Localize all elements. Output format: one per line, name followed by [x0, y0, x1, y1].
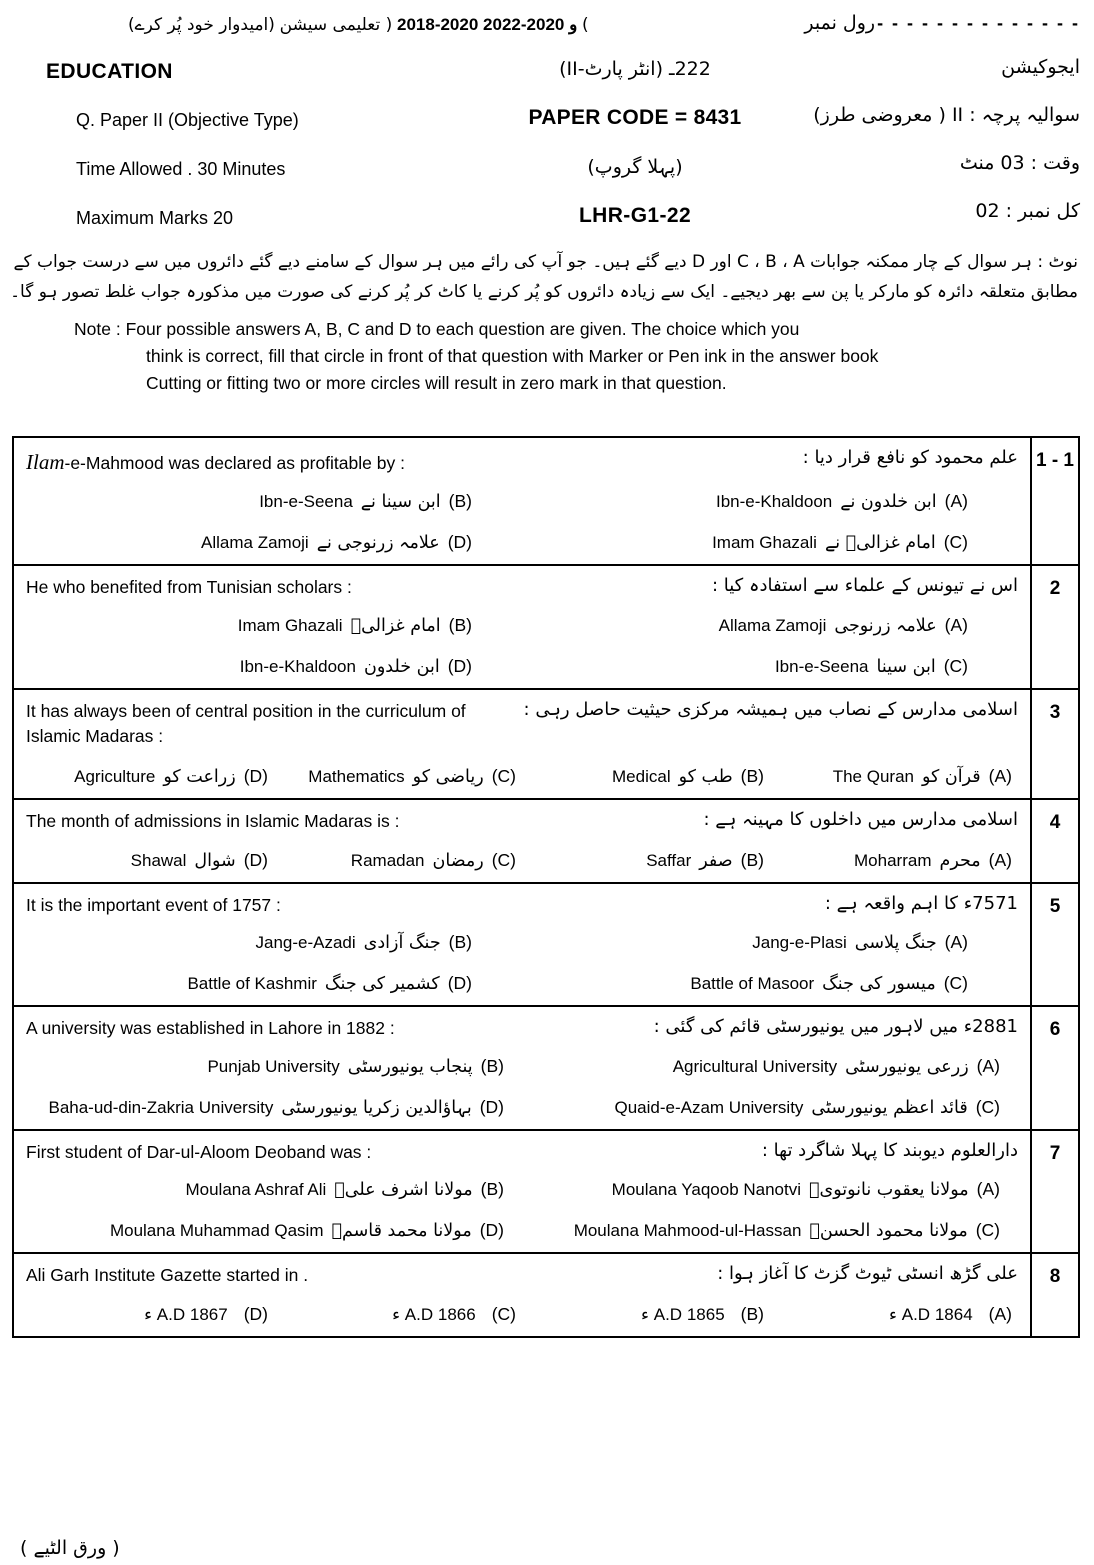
time-allowed-ur: وقت : 30 منٹ: [959, 152, 1080, 174]
question-stem-en: [26, 1263, 308, 1288]
roll-number-label: رول نمبر: [804, 12, 876, 34]
option-b[interactable]: [26, 615, 522, 636]
option-text-ur: جنگ پلاسی: [854, 933, 937, 954]
options-container: [26, 491, 1018, 553]
option-text-ur: جنگ آزادی: [363, 933, 441, 954]
option-text-en: Moulana Ashraf Ali: [185, 1180, 327, 1200]
question-body: [14, 800, 1030, 882]
options-container: [26, 1179, 1018, 1241]
option-tag: (B): [480, 1055, 504, 1076]
question-stem: [26, 699, 1018, 750]
options-container: [26, 615, 1018, 677]
question-stem-ur: اسلامی مدارس کے نصاب میں ہمیشہ مرکزی حیثیت حاصل رہی :: [523, 698, 1018, 720]
option-text-ur: صفر: [699, 850, 733, 871]
options-container: [26, 766, 1018, 787]
question-stem-en-text: A university was established in Lahore in 1882 :: [26, 1018, 395, 1039]
option-tag: (D): [243, 765, 268, 786]
question-stem-ur: علم محمود کو نافع قرار دیا :: [802, 447, 1018, 468]
question-number: 6: [1030, 1007, 1078, 1128]
question-row: [14, 1254, 1078, 1336]
option-tag: (D): [447, 532, 472, 553]
option-text-en: Ibn-e-Seena: [259, 492, 353, 512]
option-tag: (A): [988, 849, 1012, 870]
question-row: [14, 438, 1078, 566]
option-text-en: 1865 A.D ء: [641, 1305, 725, 1325]
option-tag: (D): [447, 655, 472, 676]
option-d[interactable]: [26, 1097, 522, 1118]
session-close-paren: ): [582, 15, 589, 35]
option-tag: (A): [976, 1055, 1000, 1076]
header-right-column: [780, 56, 1080, 248]
session-line: [128, 14, 794, 35]
option-tag: (B): [740, 849, 764, 870]
question-stem-en: [26, 447, 405, 477]
option-tag: (C): [975, 1096, 1000, 1117]
question-stem-italic-term: Ilam: [26, 450, 65, 474]
option-text-en: Agricultural University: [672, 1056, 838, 1076]
option-text-en: Jang-e-Plasi: [752, 933, 847, 953]
option-a[interactable]: [770, 850, 1018, 871]
option-text-en: Battle of Masoor: [690, 974, 815, 994]
question-stem-en: [26, 1140, 371, 1165]
paper-number-mid: 222ـ (انٹر پارٹ-II): [559, 58, 711, 80]
option-c[interactable]: [522, 1097, 1018, 1118]
option-text-en: Allama Zamoji: [201, 533, 309, 553]
option-text-en: Moulana Muhammad Qasim: [109, 1221, 324, 1241]
session-years: 2018-2020 و 2020-2022: [397, 15, 578, 34]
option-text-en: 1866 A.D ء: [392, 1305, 476, 1325]
option-text-en: Allama Zamoji: [718, 615, 827, 635]
question-number: 5: [1030, 884, 1078, 1005]
option-text-ur: ابن خلدون نے: [840, 492, 937, 513]
option-text-en: Imam Ghazali: [237, 615, 343, 635]
option-c[interactable]: [274, 850, 522, 871]
option-d[interactable]: [26, 1220, 522, 1241]
paper-type-en: Q. Paper II (Objective Type): [76, 110, 299, 130]
option-tag: (C): [491, 765, 516, 786]
option-text-ur: مولانا یعقوب نانوتویؒ: [809, 1180, 969, 1201]
option-text-ur: مولانا محمد قاسمؒ: [331, 1221, 472, 1242]
option-b[interactable]: [522, 766, 770, 787]
note-en-line-2: think is correct, fill that circle in front of that question with Marker or Pen ink in the answer book: [146, 345, 879, 366]
option-b[interactable]: [522, 850, 770, 871]
option-d[interactable]: [26, 656, 522, 677]
option-text-en: Ibn-e-Seena: [774, 656, 869, 676]
question-stem-en-text: -e-Mahmood was declared as profitable by :: [64, 453, 405, 473]
option-text-en: Ibn-e-Khaldoon: [715, 492, 833, 512]
option-text-ur: زرعی یونیورسٹی: [845, 1056, 969, 1077]
question-stem: [26, 1016, 1018, 1041]
option-text-ur: میسور کی جنگ: [822, 974, 936, 995]
option-text-ur: شوال: [194, 850, 236, 871]
question-body: [14, 566, 1030, 687]
option-text-en: Saffar: [646, 850, 692, 870]
option-text-en: Baha-ud-din-Zakria University: [48, 1097, 274, 1117]
option-text-en: 1867 A.D ء: [144, 1305, 228, 1325]
question-row: [14, 800, 1078, 884]
question-row: [14, 566, 1078, 689]
question-body: [14, 884, 1030, 1005]
question-stem-en: [26, 893, 281, 918]
question-number: 8: [1030, 1254, 1078, 1336]
note-urdu-line-1: [0, 248, 1094, 278]
options-container: [26, 1304, 1018, 1325]
option-a[interactable]: [522, 615, 1018, 636]
option-a[interactable]: [522, 491, 1018, 512]
session-label: ( تعلیمی سیشن: [279, 15, 393, 35]
question-stem-ur: اس نے تیونس کے علماء سے استفادہ کیا :: [711, 575, 1018, 597]
option-tag: (A): [988, 1304, 1012, 1325]
option-text-ur: محرم: [939, 850, 981, 871]
options-container: [26, 932, 1018, 994]
roll-number-line: [804, 12, 1080, 34]
question-stem: [26, 893, 1018, 918]
options-container: [26, 1056, 1018, 1118]
option-c[interactable]: [274, 766, 522, 787]
option-c[interactable]: [522, 973, 1018, 994]
question-stem-en-text: Ali Garh Institute Gazette started in .: [26, 1265, 309, 1286]
question-stem-en: [26, 699, 506, 750]
question-stem-ur: 1757ء کا اہم واقعہ ہے :: [824, 892, 1018, 914]
question-stem: [26, 809, 1018, 834]
option-text-en: Medical: [612, 766, 671, 786]
option-b[interactable]: [26, 491, 522, 512]
question-body: [14, 1254, 1030, 1336]
option-text-ur: ابن سینا: [876, 656, 936, 677]
option-tag: (B): [740, 765, 764, 786]
question-stem-en-text: It is the important event of 1757 :: [26, 894, 281, 915]
question-number: 3: [1030, 690, 1078, 798]
option-tag: (D): [479, 1220, 504, 1241]
lhr-group-code: LHR-G1-22: [578, 204, 692, 227]
option-text-ur: قرآن کو: [921, 766, 981, 787]
option-c[interactable]: [274, 1304, 522, 1325]
option-text-ur: ریاضی کو: [412, 766, 484, 787]
option-d[interactable]: [26, 766, 274, 787]
note-en-line-1: Four possible answers A, B, C and D to each question are given. The choice which you: [125, 318, 800, 339]
question-stem: [26, 1263, 1018, 1288]
group-label: (پہلا گروپ): [587, 156, 683, 178]
turn-over-note: ( ورق الٹیے ): [20, 1537, 120, 1559]
question-row: [14, 690, 1078, 800]
option-tag: (B): [448, 491, 472, 512]
option-tag: (A): [988, 765, 1012, 786]
option-text-en: The Quran: [832, 766, 914, 786]
option-a[interactable]: [522, 932, 1018, 953]
option-a[interactable]: [770, 1304, 1018, 1325]
option-text-ur: ابن خلدون: [363, 656, 440, 677]
option-a[interactable]: [522, 1056, 1018, 1077]
option-text-ur: زراعت کو: [163, 766, 236, 787]
paper-code: PAPER CODE = 8431: [528, 106, 742, 129]
paper-header: [0, 0, 1094, 240]
subject-title-en: EDUCATION: [46, 60, 173, 83]
question-body: [14, 1007, 1030, 1128]
option-text-en: 1864 A.D ء: [889, 1305, 973, 1325]
question-stem: [26, 447, 1018, 477]
option-tag: (C): [975, 1220, 1000, 1241]
option-text-ur: مولانا اشرف علیؒ: [334, 1180, 473, 1201]
option-text-en: Ramadan: [350, 850, 425, 870]
option-tag: (C): [943, 532, 968, 553]
option-b[interactable]: [522, 1304, 770, 1325]
option-text-ur: کشمیر کی جنگ: [324, 974, 440, 995]
roll-number-blank: - - - - - - - - - - - - - -: [877, 12, 1080, 33]
note-urdu-text-1: ہر سوال کے چار ممکنہ جوابات A ، B ، C اور D دیے گئے ہیں۔ جو آپ کی رائے میں ہر سوال کے سامنے دیے گئے دائروں میں سے درست جواب کے: [13, 252, 1032, 272]
option-c[interactable]: [522, 532, 1018, 553]
question-stem-ur: اسلامی مدارس میں داخلوں کا مہینہ ہے :: [703, 808, 1018, 830]
option-text-en: Quaid-e-Azam University: [614, 1097, 804, 1117]
option-text-ur: ابن سینا نے: [360, 492, 441, 513]
header-center-column: [470, 58, 800, 228]
option-c[interactable]: [522, 1220, 1018, 1241]
option-d[interactable]: [26, 973, 522, 994]
option-tag: (C): [491, 849, 516, 870]
question-stem-en-text: It has always been of central position in the curriculum of Islamic Madaras :: [26, 700, 466, 747]
option-tag: (C): [943, 655, 968, 676]
option-tag: (B): [740, 1304, 764, 1325]
question-stem: [26, 1140, 1018, 1165]
option-text-en: Punjab University: [207, 1056, 340, 1076]
option-text-en: Moulana Mahmood-ul-Hassan: [573, 1221, 802, 1241]
option-tag: (C): [943, 973, 968, 994]
option-text-ur: امام غزالیؒ نے: [824, 533, 936, 554]
option-c[interactable]: [522, 656, 1018, 677]
option-text-ur: بہاؤالدین زکریا یونیورسٹی: [281, 1097, 472, 1118]
note-urdu-label: نوٹ :: [1037, 252, 1078, 272]
option-b[interactable]: [26, 1056, 522, 1077]
question-stem-ur: 1882ء میں لاہور میں یونیورسٹی قائم کی گئی :: [653, 1016, 1018, 1038]
option-tag: (D): [243, 1304, 268, 1325]
question-stem-en-text: The month of admissions in Islamic Madaras is :: [26, 810, 400, 831]
note-english: [0, 316, 1094, 397]
option-text-ur: پنجاب یونیورسٹی: [347, 1056, 473, 1077]
option-tag: (B): [448, 614, 472, 635]
option-tag: (D): [447, 973, 472, 994]
subject-title-ur: ایجوکیشن: [1001, 56, 1080, 78]
question-body: [14, 690, 1030, 798]
option-text-ur: طب کو: [678, 766, 733, 787]
question-stem-ur: دارالعلوم دیوبند کا پہلا شاگرد تھا :: [761, 1139, 1018, 1161]
question-stem-ur: علی گڑھ انسٹی ٹیوٹ گزٹ کا آغاز ہوا :: [717, 1263, 1018, 1285]
option-d[interactable]: [26, 1304, 274, 1325]
question-stem: [26, 575, 1018, 600]
option-tag: (D): [243, 849, 268, 870]
option-text-ur: علامہ زرنوجی: [834, 615, 937, 636]
question-stem-en-text: He who benefited from Tunisian scholars :: [26, 577, 352, 598]
questions-table: [12, 436, 1080, 1338]
option-text-en: Jang-e-Azadi: [255, 933, 356, 953]
option-tag: (A): [944, 491, 968, 512]
question-stem-en: [26, 809, 399, 834]
paper-type-ur: سوالیہ پرچہ : II ( معروضی طرز): [813, 104, 1080, 126]
option-tag: (D): [479, 1096, 504, 1117]
option-d[interactable]: [26, 850, 274, 871]
maximum-marks-en: Maximum Marks 20: [76, 208, 234, 228]
question-stem-en: [26, 575, 352, 600]
option-tag: (A): [976, 1179, 1000, 1200]
question-body: [14, 438, 1030, 564]
option-text-ur: قائد اعظم یونیورسٹی: [811, 1097, 968, 1118]
option-tag: (C): [491, 1304, 516, 1325]
option-text-ur: علامہ زرنوجی نے: [316, 533, 440, 554]
question-row: [14, 1131, 1078, 1254]
question-row: [14, 884, 1078, 1007]
option-b[interactable]: [26, 1179, 522, 1200]
option-text-en: Moharram: [854, 850, 932, 870]
question-number: 1 - 1: [1030, 438, 1078, 564]
option-text-en: Mathematics: [308, 766, 405, 786]
option-tag: (B): [448, 932, 472, 953]
maximum-marks-ur: کل نمبر : 20: [975, 200, 1080, 222]
question-stem-en: [26, 1016, 395, 1041]
option-text-en: Shawal: [130, 850, 187, 870]
note-en-label: Note :: [74, 318, 121, 339]
option-text-en: Imam Ghazali: [712, 533, 817, 553]
option-text-en: Ibn-e-Khaldoon: [239, 656, 356, 676]
option-d[interactable]: [26, 532, 522, 553]
option-b[interactable]: [26, 932, 522, 953]
option-text-ur: رمضان: [432, 850, 484, 871]
option-tag: (A): [944, 932, 968, 953]
option-a[interactable]: [522, 1179, 1018, 1200]
question-row: [14, 1007, 1078, 1130]
option-tag: (A): [944, 614, 968, 635]
option-text-en: Battle of Kashmir: [187, 974, 317, 994]
note-en-line-3: Cutting or fitting two or more circles will result in zero mark in that question.: [146, 372, 727, 393]
instructions-note: [0, 248, 1094, 397]
option-text-en: Agriculture: [74, 766, 156, 786]
option-text-ur: امام غزالیؒ: [350, 615, 441, 636]
question-number: 2: [1030, 566, 1078, 687]
question-body: [14, 1131, 1030, 1252]
candidate-fill-note: (امیدوار خود پُر کرے): [128, 15, 275, 35]
time-allowed-en: Time Allowed . 30 Minutes: [76, 159, 286, 179]
question-number: 7: [1030, 1131, 1078, 1252]
question-stem-en-text: First student of Dar-ul-Aloom Deoband was :: [26, 1141, 372, 1162]
option-tag: (B): [480, 1179, 504, 1200]
note-urdu-line-2: مطابق متعلقہ دائرہ کو مارکر یا پن سے بھر دیجیے۔ ایک سے زیادہ دائروں کو پُر کرنے یا کاٹ کر پُر کرنے کی صورت میں مذکورہ جواب غلط تصور ہو گا۔: [10, 281, 1078, 302]
option-text-ur: مولانا محمود الحسنؒ: [809, 1221, 968, 1242]
header-left-column: [46, 60, 466, 257]
option-a[interactable]: [770, 766, 1018, 787]
question-number: 4: [1030, 800, 1078, 882]
option-text-en: Moulana Yaqoob Nanotvi: [611, 1180, 802, 1200]
options-container: [26, 850, 1018, 871]
